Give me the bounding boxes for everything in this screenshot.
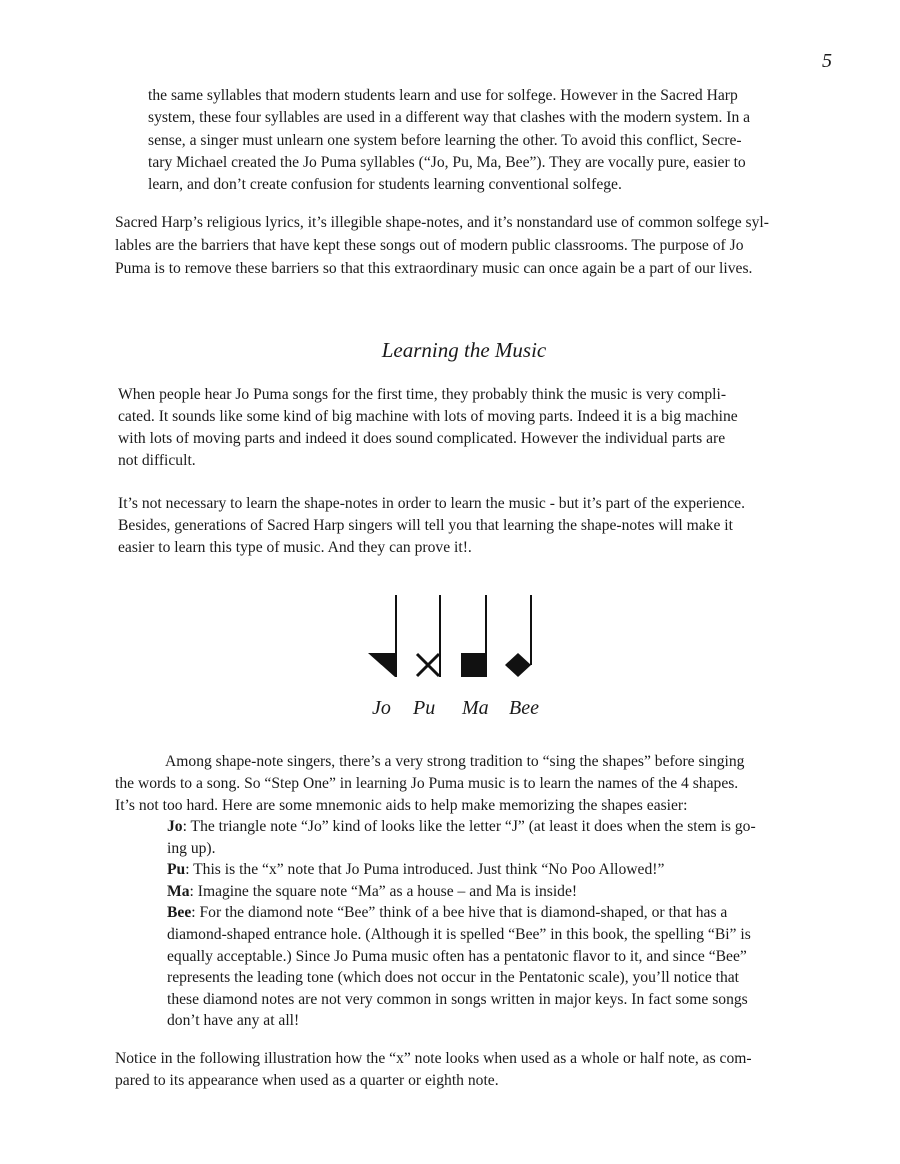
mnemonic-term: Jo: [167, 818, 183, 835]
closing-paragraph: [115, 1048, 752, 1092]
text-line: : Imagine the square note “Ma” as a house – and Ma is inside!: [189, 882, 578, 900]
text-line: : This is the “x” note that Jo Puma introduced. Just think “No Poo Allowed!”: [185, 861, 665, 879]
text-line: sense, a singer must unlearn one system before learning the other. To avoid this conflict, Secre-: [148, 131, 742, 149]
text-line: not difficult.: [118, 452, 196, 469]
barriers-paragraph: [115, 211, 769, 280]
shape-notes-figure: [360, 590, 560, 730]
text-line: : The triangle note “Jo” kind of looks like the letter “J” (at least it does when the stem is go-: [182, 818, 756, 835]
text-line: cated. It sounds like some kind of big machine with lots of moving parts. Indeed it is a big machine: [118, 408, 738, 425]
shape-notes-diagram: [360, 590, 560, 690]
text-line: Sacred Harp’s religious lyrics, it’s illegible shape-notes, and it’s nonstandard use of common solfege syl-: [115, 214, 769, 231]
text-line: ing up).: [167, 839, 216, 857]
mnemonic-item: [167, 859, 756, 881]
text-line: Notice in the following illustration how the “x” note looks when used as a whole or half note, as com-: [115, 1050, 752, 1067]
shape-notes-paragraph: [118, 493, 745, 559]
text-line: pared to its appearance when used as a quarter or eighth note.: [115, 1072, 499, 1089]
label-ma: Ma: [462, 697, 489, 719]
text-line: represents the leading tone (which does not occur in the Pentatonic scale), you’ll notice that: [167, 969, 740, 987]
text-line: easier to learn this type of music. And they can prove it!.: [118, 539, 472, 556]
jo-triangle-note: [368, 595, 396, 677]
text-line: tary Michael created the Jo Puma syllables (“Jo, Pu, Ma, Bee”). They are vocally pure, easier to: [148, 153, 746, 171]
text-line: lables are the barriers that have kept these songs out of modern public classrooms. The purpose of Jo: [115, 237, 744, 254]
tradition-paragraph: [115, 751, 744, 817]
text-line: It’s not too hard. Here are some mnemonic aids to help make memorizing the shapes easier:: [115, 797, 688, 814]
mnemonic-list: [167, 816, 756, 1032]
text-line: system, these four syllables are used in a different way that clashes with the modern system. In a: [148, 109, 751, 127]
text-line: the words to a song. So “Step One” in learning Jo Puma music is to learn the names of the 4 shapes.: [115, 775, 739, 792]
text-line: these diamond notes are not very common in songs written in major keys. In fact some songs: [167, 990, 748, 1008]
label-jo: Jo: [372, 697, 391, 719]
mnemonic-term: Bee: [167, 904, 192, 922]
bee-diamond-note: [505, 595, 531, 677]
mnemonic-item: [167, 881, 756, 903]
text-line: equally acceptable.) Since Jo Puma music often has a pentatonic flavor to it, and since “Bee”: [167, 947, 747, 965]
learning-paragraph: [118, 384, 738, 472]
section-heading: Learning the Music: [381, 338, 547, 362]
text-line: : For the diamond note “Bee” think of a bee hive that is diamond-shaped, or that has a: [191, 904, 728, 922]
intro-paragraph: [148, 85, 750, 196]
pu-x-note: [417, 595, 440, 677]
text-line: Besides, generations of Sacred Harp singers will tell you that learning the shape-notes will make it: [118, 517, 733, 534]
text-line: It’s not necessary to learn the shape-notes in order to learn the music - but it’s part of the experience.: [118, 495, 746, 512]
mnemonic-item: [167, 902, 756, 1032]
mnemonic-term: Pu: [167, 861, 186, 879]
label-pu: Pu: [413, 697, 436, 719]
text-line: learn, and don’t create confusion for students learning conventional solfege.: [148, 176, 622, 194]
mnemonic-item: [167, 816, 756, 859]
page-number: 5: [822, 50, 832, 72]
label-bee: Bee: [509, 697, 539, 719]
ma-square-note: [461, 595, 486, 677]
mnemonic-term: Ma: [167, 882, 190, 900]
text-line: Puma is to remove these barriers so that this extraordinary music can once again be a part of our lives.: [115, 260, 753, 277]
text-line: don’t have any at all!: [167, 1012, 300, 1030]
text-line: the same syllables that modern students learn and use for solfege. However in the Sacred Harp: [148, 87, 738, 104]
text-line: with lots of moving parts and indeed it does sound complicated. However the individual parts are: [118, 430, 726, 447]
text-line: diamond-shaped entrance hole. (Although it is spelled “Bee” in this book, the spelling “Bi” is: [167, 925, 751, 943]
text-line: When people hear Jo Puma songs for the first time, they probably think the music is very compli-: [118, 386, 727, 403]
text-line: Among shape-note singers, there’s a very strong tradition to “sing the shapes” before singing: [165, 753, 745, 770]
